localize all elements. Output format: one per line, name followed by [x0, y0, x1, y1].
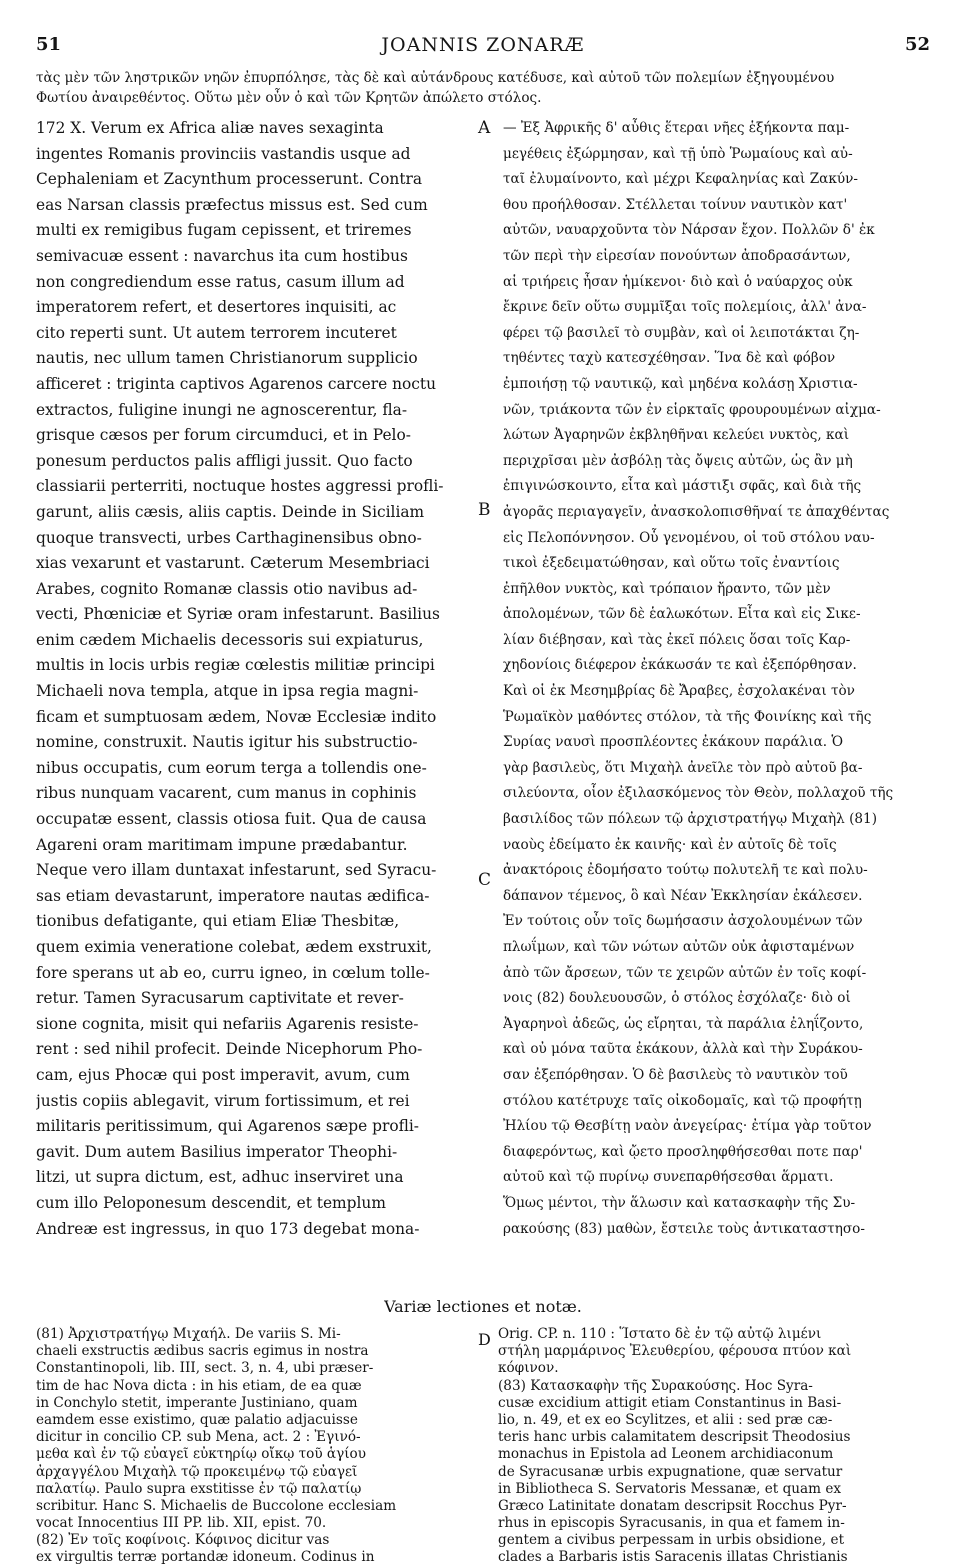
- note-line: eamdem esse existimo, quæ palatio adjacuisse: [36, 1411, 358, 1428]
- greek-line: σιλεύοντα, οἷον ἐξιλασκόμενος τὸν Θεὸν, πολλαχοῦ τῆς: [503, 785, 894, 802]
- greek-line: τηθέντες ταχὺ κατεσχέθησαν. Ἵνα δὲ καὶ φόβον: [503, 350, 836, 367]
- latin-column: [36, 116, 472, 1242]
- note-line: Orig. CP. n. 110 : Ἵστατο δὲ ἐν τῷ αὐτῷ λιμένι: [498, 1326, 822, 1342]
- greek-line: λίαν διέβησαν, καὶ τὰς ἐκεῖ πόλεις ὅσαι τοῖς Καρ-: [503, 631, 851, 648]
- latin-line: imperatorem refert, et desertores inquisiti, ac: [36, 298, 397, 317]
- greek-line: Ῥωμαϊκὸν μαθόντες στόλον, τὰ τῆς Φοινίκης καὶ τῆς: [503, 708, 872, 725]
- note-line: de Syracusanæ urbis expugnatione, quæ servatur: [498, 1463, 843, 1480]
- note-line: tim de hac Nova dicta : in his etiam, de ea quæ: [36, 1377, 362, 1394]
- greek-line: ἐμποιήσῃ τῷ ναυτικῷ, καὶ μηδένα κολάσῃ Χριστια-: [503, 375, 858, 392]
- greek-line: — Ἐξ Ἀφρικῆς δ' αὖθις ἕτεραι νῆες ἑξήκοντα παμ-: [503, 120, 850, 136]
- latin-line: afficeret : triginta captivos Agarenos carcere noctu: [36, 374, 436, 393]
- latin-line: fore sperans ut ab eo, curru igneo, in cœlum tolle-: [36, 963, 430, 982]
- greek-line: θου προήλθοσαν. Στέλλεται τοίνυν ναυτικὸν κατ': [503, 196, 848, 213]
- latin-line: justis copiis ablegavit, virum fortissimum, et rei: [36, 1091, 410, 1110]
- note-line: in Conchylo stetit, imperante Justiniano, quam: [36, 1394, 358, 1411]
- greek-line: τῶν περὶ τὴν εἰρεσίαν πονούντων ἀποδρασάντων,: [503, 247, 851, 264]
- latin-line: Agareni oram maritimam impune prædabantur.: [36, 835, 408, 854]
- latin-line: garunt, aliis cæsis, aliis captis. Deinde in Siciliam: [36, 502, 425, 521]
- greek-line: γὰρ βασιλεὺς, ὅτι Μιχαὴλ ἀνεῖλε τὸν πρὸ αὐτοῦ βα-: [503, 759, 863, 776]
- note-line: in Bibliotheca S. Servatoris Messanæ, et quam ex: [498, 1480, 842, 1497]
- greek-line: βασιλίδος τῶν πόλεων τῷ ἀρχιστρατήγῳ Μιχαὴλ (81): [503, 811, 878, 828]
- intro-line: τὰς μὲν τῶν ληστρικῶν νηῶν ἐπυρπόλησε, τὰς δὲ καὶ αὐτάνδρους κατέδυσε, καὶ αὐτοῦ τῶν πολεμίων ἐξηγουμένου: [36, 70, 835, 86]
- latin-line: nomine, construxit. Nautis igitur his substructio-: [36, 733, 418, 752]
- note-line: κόφινον.: [498, 1360, 559, 1377]
- greek-line: ἀπολομένων, τῶν δὲ ἑαλωκότων. Εἶτα καὶ εἰς Σικε-: [503, 606, 861, 623]
- greek-line: Ἠλίου τῷ Θεσβίτῃ ναὸν ἀνεγείρας· ἐτίμα γὰρ τοῦτον: [503, 1118, 872, 1135]
- latin-line: quoque transvecti, urbes Carthaginensibus obno-: [36, 528, 422, 547]
- latin-line: extractos, fuligine inungi ne agnoscerentur, fla-: [36, 400, 408, 419]
- note-line: gentem a civibus perpessam in urbis obsidione, et: [498, 1532, 845, 1549]
- greek-line: ἐπιγινώσκοιντο, εἶτα καὶ μάστιξι σφᾶς, καὶ διὰ τῆς: [503, 478, 862, 495]
- greek-line: πλωΐμων, καὶ τῶν νώτων αὐτῶν οὐκ ἀφισταμένων: [503, 939, 855, 955]
- note-line: (83) Κατασκαφὴν τῆς Συρακούσης. Hoc Syra-: [498, 1377, 813, 1394]
- margin-marker-b: B: [478, 500, 491, 520]
- latin-line: semivacuæ essent : navarchus ita cum hostibus: [36, 246, 408, 265]
- note-line: lio, n. 49, et ex eo Scylitzes, et alii : sed præ cæ-: [498, 1411, 833, 1428]
- greek-line: αὐτοῦ καὶ τῷ πυρίνῳ συνεπαρθήσεσθαι ἅρματι.: [503, 1169, 834, 1186]
- note-line: scribitur. Hanc S. Michaelis de Buccolone ecclesiam: [36, 1497, 397, 1514]
- greek-line: ἀπὸ τῶν ἄρσεων, τῶν τε χειρῶν αὐτῶν ἐν τοῖς κοφί-: [503, 964, 867, 981]
- latin-line: sas etiam devastarunt, imperatore nautas ædifica-: [36, 886, 430, 905]
- margin-marker-d: D: [478, 1330, 491, 1349]
- latin-line: enim cædem Michaelis decessoris sui expiaturus,: [36, 630, 424, 649]
- greek-line: ἀνακτόροις ἐδομήσατο τούτῳ πολυτελῆ τε καὶ πολυ-: [503, 862, 868, 879]
- latin-line: militaris peritissimum, qui Agarenos sæpe profli-: [36, 1117, 419, 1136]
- greek-line: Ἐν τούτοις οὖν τοῖς δωμήσασιν ἀσχολουμένων τῶν: [503, 913, 863, 930]
- intro-greek-lines: [36, 68, 930, 108]
- greek-line: ταῖ ἐλυμαίνοντο, καὶ μέχρι Κεφαληνίας καὶ Ζακύν-: [503, 171, 858, 188]
- latin-line: Michaeli nova templa, atque in ipsa regia magni-: [36, 682, 419, 701]
- greek-line: ἐπῆλθον νυκτὸς, καὶ τρόπαιον ἤραντο, τῶν μὲν: [503, 580, 831, 597]
- note-line: μεθα καὶ ἐν τῷ εὐαγεῖ εὐκτηρίῳ οἴκῳ τοῦ ἁγίου: [36, 1446, 366, 1463]
- greek-line: μεγέθεις ἐξώρμησαν, καὶ τῇ ὑπὸ Ῥωμαίους καὶ αὐ-: [503, 145, 853, 162]
- intro-line: Φωτίου ἀναιρεθέντος. Οὕτω μὲν οὖν ὁ καὶ τῶν Κρητῶν ἀπώλετο στόλος.: [36, 90, 542, 106]
- latin-line: nautis, nec ullum tamen Christianorum supplicio: [36, 349, 418, 368]
- latin-line: Cephaleniam et Zacynthum processerunt. Contra: [36, 170, 423, 189]
- note-line: Græco Latinitate donatam descripsit Rocchus Pyr-: [498, 1497, 847, 1514]
- greek-line: ναοὺς ἐδείματο ἐκ καινῆς· καὶ ἐν αὐτοῖς δὲ τοῖς: [503, 836, 837, 853]
- latin-line: xias vexarunt et vastarunt. Cæterum Mesembriaci: [36, 554, 430, 573]
- note-line: vocat Innocentius III PP. lib. XII, epist. 70.: [36, 1515, 327, 1532]
- latin-line: Andreæ est ingressus, in quo 173 degebat mona-: [36, 1219, 420, 1238]
- note-line: cusæ excidium attigit etiam Constantinus in Basi-: [498, 1394, 842, 1411]
- greek-line: ρακούσης (83) μαθὼν, ἔστειλε τοὺς ἀντικαταστησο-: [503, 1220, 865, 1237]
- latin-line: non congrediendum esse ratus, casum illum ad: [36, 272, 405, 291]
- latin-line: retur. Tamen Syracusarum captivitate et rever-: [36, 989, 404, 1008]
- greek-column: [503, 116, 933, 1242]
- notes-right-column: [498, 1326, 932, 1567]
- note-line: chaeli exstructis ædibus sacris egimus in nostra: [36, 1343, 369, 1360]
- latin-line: 172 X. Verum ex Africa aliæ naves sexaginta: [36, 119, 384, 137]
- latin-line: quem eximia veneratione colebat, ædem exstruxit,: [36, 938, 432, 956]
- latin-line: classiarii perterriti, noctuque hostes aggressi profli-: [36, 477, 444, 496]
- note-line: clades a Barbaris istis Saracenis illatas Christianis: [498, 1549, 848, 1566]
- latin-line: gavit. Dum autem Basilius imperator Theophi-: [36, 1142, 398, 1161]
- latin-line: rent : sed nihil profecit. Deinde Nicephorum Pho-: [36, 1040, 423, 1059]
- greek-line: διαφερόντως, καὶ ᾤετο προσληφθήσεσθαι ποτε παρ': [503, 1143, 863, 1160]
- latin-line: litzi, ut supra dictum, est, adhuc inserviret una: [36, 1168, 404, 1187]
- greek-line: αὐτῶν, ναυαρχοῦντα τὸν Νάρσαν ἔχον. Πολλῶν δ' ἐκ: [503, 222, 875, 239]
- greek-line: στόλου κατέτρυχε ταῖς οἰκοδομαῖς, καὶ τῷ προφήτῃ: [503, 1092, 862, 1109]
- greek-line: Καὶ οἱ ἐκ Μεσημβρίας δὲ Ἄραβες, ἐσχολακέναι τὸν: [503, 683, 855, 700]
- greek-line: Συρίας ναυσὶ προσπλέοντες ἐκάκουν παράλια. Ὁ: [503, 734, 844, 751]
- latin-line: ribus nunquam vacarent, cum manus in cophinis: [36, 784, 417, 803]
- note-line: dicitur in concilio CP. sub Mena, act. 2 : Ἐγινό-: [36, 1429, 361, 1446]
- greek-line: νῶν, τριάκοντα τῶν ἐν εἱρκταῖς φρουρουμένων αἰχμα-: [503, 401, 881, 418]
- latin-line: eas Narsan classis præfectus missus est. Sed cum: [36, 195, 428, 214]
- greek-line: τικοὶ ἐξεδειματώθησαν, καὶ οὕτω τοῖς ἐναντίοις: [503, 555, 840, 572]
- latin-line: Arabes, cognito Romanæ classis otio navibus ad-: [36, 579, 418, 598]
- note-line: teris hanc urbis calamitatem descripsit Theodosius: [498, 1429, 851, 1446]
- greek-line: αἱ τριήρεις ἦσαν ἡμίκενοι· διὸ καὶ ὁ ναύαρχος οὐκ: [503, 273, 853, 290]
- latin-line: tionibus defatigante, qui etiam Eliæ Thesbitæ,: [36, 912, 400, 931]
- latin-line: grisque cæsos per forum circumduci, et in Pelo-: [36, 426, 411, 445]
- notes-left-column: [36, 1326, 472, 1567]
- greek-line: νοις (82) δουλευουσῶν, ὁ στόλος ἐσχόλαζε· διὸ οἱ: [503, 990, 851, 1007]
- greek-line: φέρει τῷ βασιλεῖ τὸ συμβὰν, καὶ οἱ λειποτάκται ζη-: [503, 324, 860, 341]
- latin-line: multi ex remigibus fugam cepissent, et triremes: [36, 221, 412, 240]
- note-line: ex virgultis terræ portandæ idoneum. Codinus in: [36, 1549, 375, 1566]
- greek-line: Ἀγαρηνοὶ ἀδεῶς, ὡς εἴρηται, τὰ παράλια ἐληΐζοντο,: [503, 1015, 864, 1032]
- latin-line: ficam et sumptuosam ædem, Novæ Ecclesiæ indito: [36, 707, 437, 726]
- note-line: monachus in Epistola ad Leonem archidiaconum: [498, 1446, 834, 1463]
- greek-line: ἀγορᾶς περιαγαγεῖν, ἀνασκολοπισθῆναί τε ἀπαχθέντας: [503, 503, 890, 520]
- greek-line: χηδονίοις διέφερον ἐκάκωσάν τε καὶ ἐξεπόρθησαν.: [503, 657, 857, 674]
- latin-line: ponesum perductos palis affligi jussit. Quo facto: [36, 451, 413, 470]
- latin-line: cam, ejus Phocæ qui post imperavit, avum, cum: [36, 1065, 410, 1084]
- note-line: ἀρχαγγέλου Μιχαὴλ τῷ προκειμένῳ τῷ εὐαγεῖ: [36, 1463, 358, 1480]
- latin-line: vecti, Phœniciæ et Syriæ oram infestarunt. Basilius: [36, 605, 440, 624]
- greek-line: εἰς Πελοπόννησον. Οὗ γενομένου, οἱ τοῦ στόλου ναυ-: [503, 529, 875, 546]
- running-header: [36, 34, 930, 64]
- note-line: rhus in episcopis Syracusanis, in qua et famem in-: [498, 1515, 845, 1532]
- right-page-number: 52: [904, 34, 930, 55]
- greek-line: σαν ἐξεπόρθησαν. Ὁ δὲ βασιλεὺς τὸ ναυτικὸν τοῦ: [503, 1066, 848, 1083]
- greek-line: Ὅμως μέντοι, τὴν ἅλωσιν καὶ κατασκαφὴν τῆς Συ-: [503, 1194, 856, 1211]
- greek-line: ἔκρινε δεῖν οὕτω συμμῖξαι τοῖς πολεμίοις, ἀλλ' ἀνα-: [503, 299, 867, 316]
- latin-line: sione cognita, misit qui nefariis Agarenis resiste-: [36, 1014, 419, 1033]
- note-line: παλατίῳ. Paulo supra exstitisse ἐν τῷ παλατίῳ: [36, 1480, 362, 1497]
- latin-line: multis in locis urbis regiæ cœlestis militiæ principi: [36, 656, 435, 675]
- margin-marker-a: A: [478, 118, 491, 138]
- margin-marker-c: C: [478, 870, 492, 890]
- running-title: JOANNIS ZONARÆ: [381, 34, 585, 56]
- greek-line: λώτων Ἀγαρηνῶν ἐκβληθῆναι κελεύει νυκτὸς, καὶ: [503, 427, 850, 444]
- latin-line: cito reperti sunt. Ut autem terrorem incuteret: [36, 323, 397, 342]
- left-page-number: 51: [36, 34, 62, 55]
- latin-line: cum illo Peloponesum descendit, et templum: [36, 1193, 386, 1212]
- note-line: στήλη μαρμάρινος Ἐλευθερίου, φέρουσα πτύον καὶ: [498, 1343, 852, 1360]
- note-line: Constantinopoli, lib. III, sect. 3, n. 4, ubi præser-: [36, 1360, 374, 1377]
- latin-line: ingentes Romanis provinciis vastandis usque ad: [36, 144, 411, 163]
- greek-line: περιχρῖσαι μὲν ἀσβόλῃ τὰς ὄψεις αὐτῶν, ὡς ἂν μὴ: [503, 452, 853, 469]
- latin-line: nibus occupatis, cum eorum terga a tollendis one-: [36, 758, 427, 777]
- greek-line: δάπανον τέμενος, ὃ καὶ Νέαν Ἐκκλησίαν ἐκάλεσεν.: [503, 887, 863, 904]
- latin-line: Neque vero illam duntaxat infestarunt, sed Syracu-: [36, 861, 437, 880]
- latin-line: occupatæ essent, classis otiosa fuit. Qua de causa: [36, 810, 427, 829]
- note-line: (82) Ἐν τοῖς κοφίνοις. Κόφινος dicitur vas: [36, 1532, 330, 1549]
- greek-line: καὶ οὐ μόνα ταῦτα ἐκάκουν, ἀλλὰ καὶ τὴν Συράκου-: [503, 1041, 863, 1058]
- notes-heading: Variæ lectiones et notæ.: [384, 1297, 582, 1316]
- note-line: (81) Ἀρχιστρατήγῳ Μιχαήλ. De variis S. Mi-: [36, 1326, 341, 1342]
